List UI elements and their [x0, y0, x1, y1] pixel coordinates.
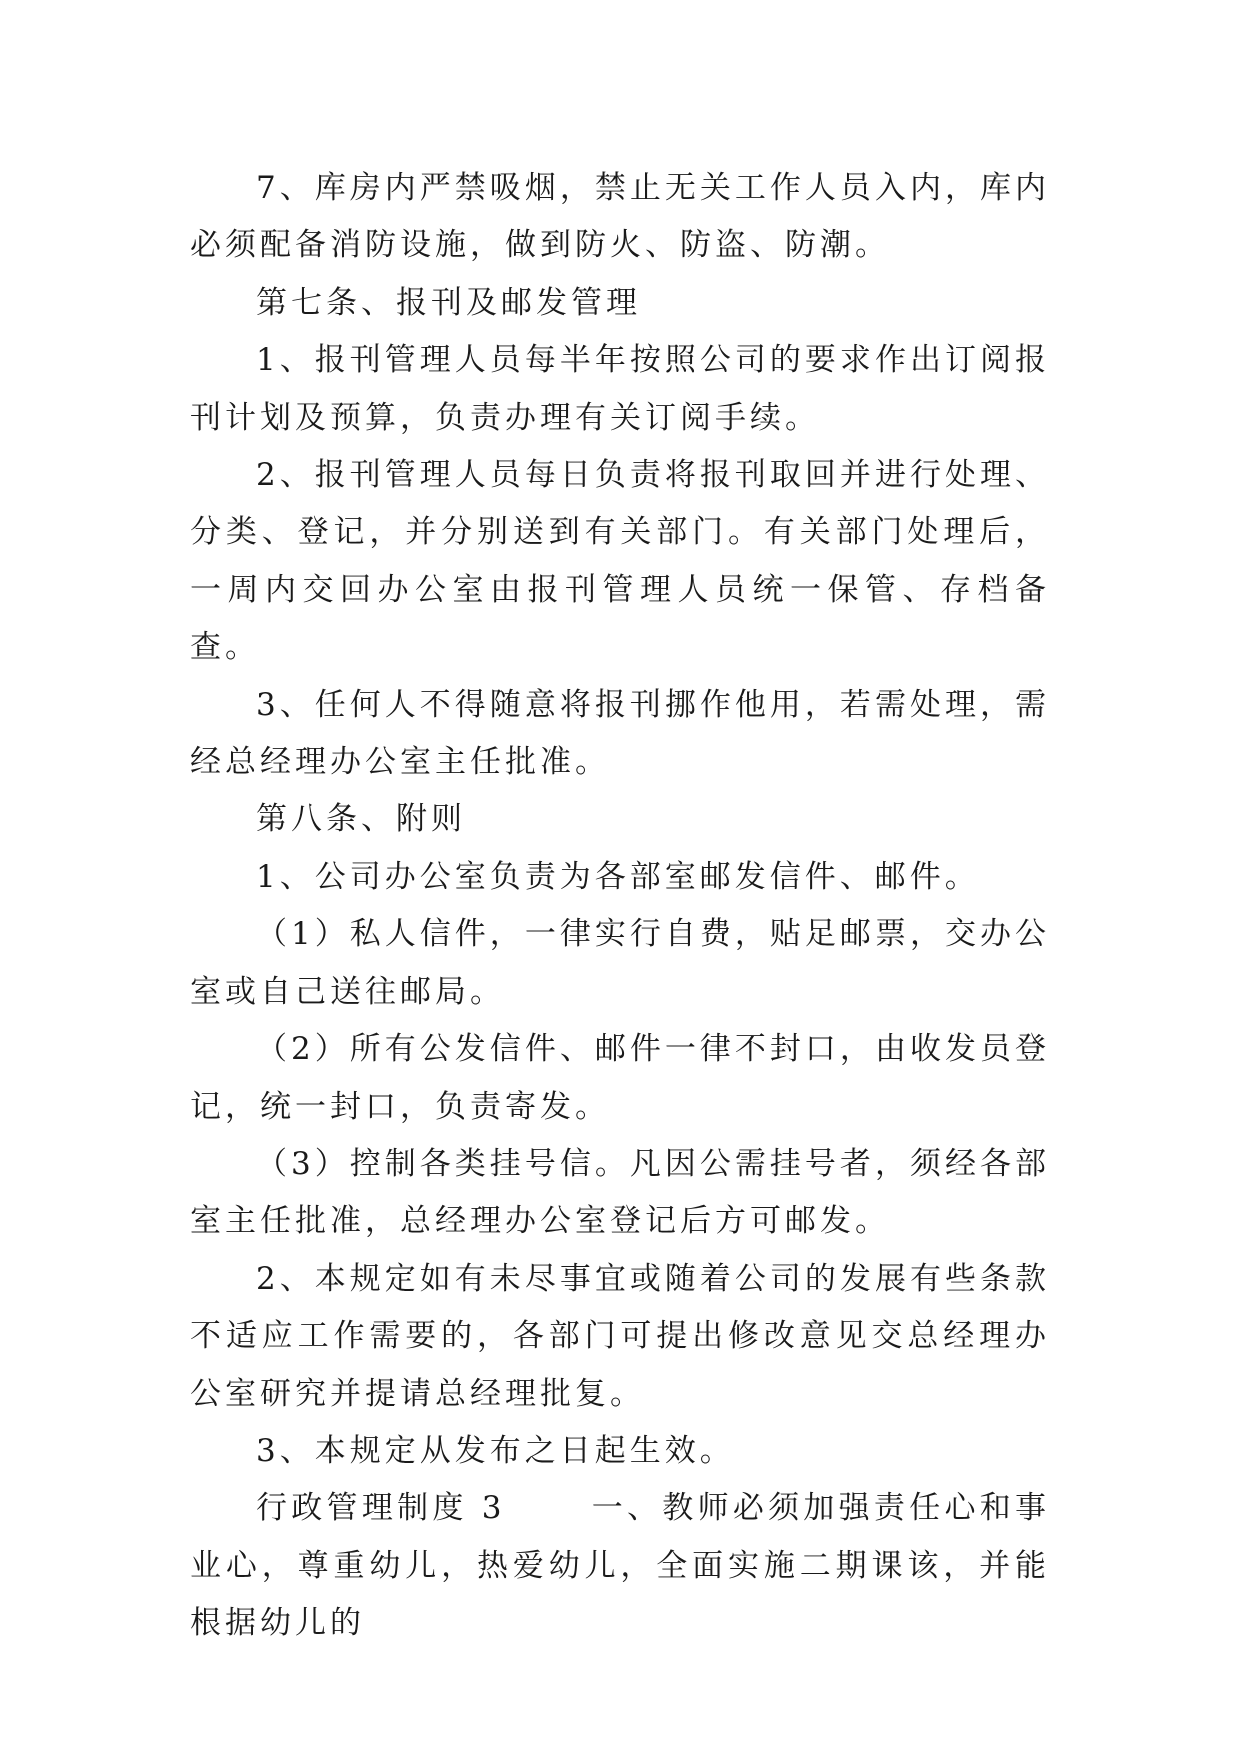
paragraph-warehouse-rule-7: 7、库房内严禁吸烟，禁止无关工作人员入内，库内必须配备消防设施，做到防火、防盗、防潮。: [190, 170, 1050, 264]
paragraph-article-8-sub-2: （2）所有公发信件、邮件一律不封口，由收发员登记，统一封口，负责寄发。: [190, 1031, 1050, 1125]
document-body: [190, 160, 1050, 1653]
paragraph-article-8-item-3: 3、本规定从发布之日起生效。: [256, 1432, 735, 1469]
section-body: 一、教师必须加强责任心和事业心，尊重幼儿，热爱幼儿，全面实施二期课该，并能根据幼儿的: [190, 1490, 1051, 1642]
paragraph-admin-rules-3: [190, 1480, 1050, 1652]
paragraph-article-8-sub-3: （3）控制各类挂号信。凡因公需挂号者，须经各部室主任批准，总经理办公室登记后方可邮发。: [190, 1145, 1050, 1240]
article-7-heading: 第七条、报刊及邮发管理: [256, 284, 641, 321]
section-heading: 行政管理制度 3: [256, 1490, 506, 1527]
paragraph-article-7-item-2: 2、报刊管理人员每日负责将报刊取回并进行处理、分类、登记，并分别送到有关部门。有关部门处理后，一周内交回办公室由报刊管理人员统一保管、存档备查。: [190, 457, 1050, 666]
paragraph-article-7-item-1: 1、报刊管理人员每半年按照公司的要求作出订阅报刊计划及预算，负责办理有关订阅手续。: [190, 342, 1050, 436]
paragraph-article-8-item-2: 2、本规定如有未尽事宜或随着公司的发展有些条款不适应工作需要的，各部门可提出修改意见交总经理办公室研究并提请总经理批复。: [190, 1260, 1050, 1412]
article-8-heading: 第八条、附则: [256, 801, 466, 838]
paragraph-article-8-sub-1: （1）私人信件，一律实行自费，贴足邮票，交办公室或自己送往邮局。: [190, 916, 1050, 1010]
paragraph-article-8-item-1: 1、公司办公室负责为各部室邮发信件、邮件。: [256, 858, 980, 895]
paragraph-article-7-item-3: 3、任何人不得随意将报刊挪作他用，若需处理，需经总经理办公室主任批准。: [190, 686, 1050, 781]
